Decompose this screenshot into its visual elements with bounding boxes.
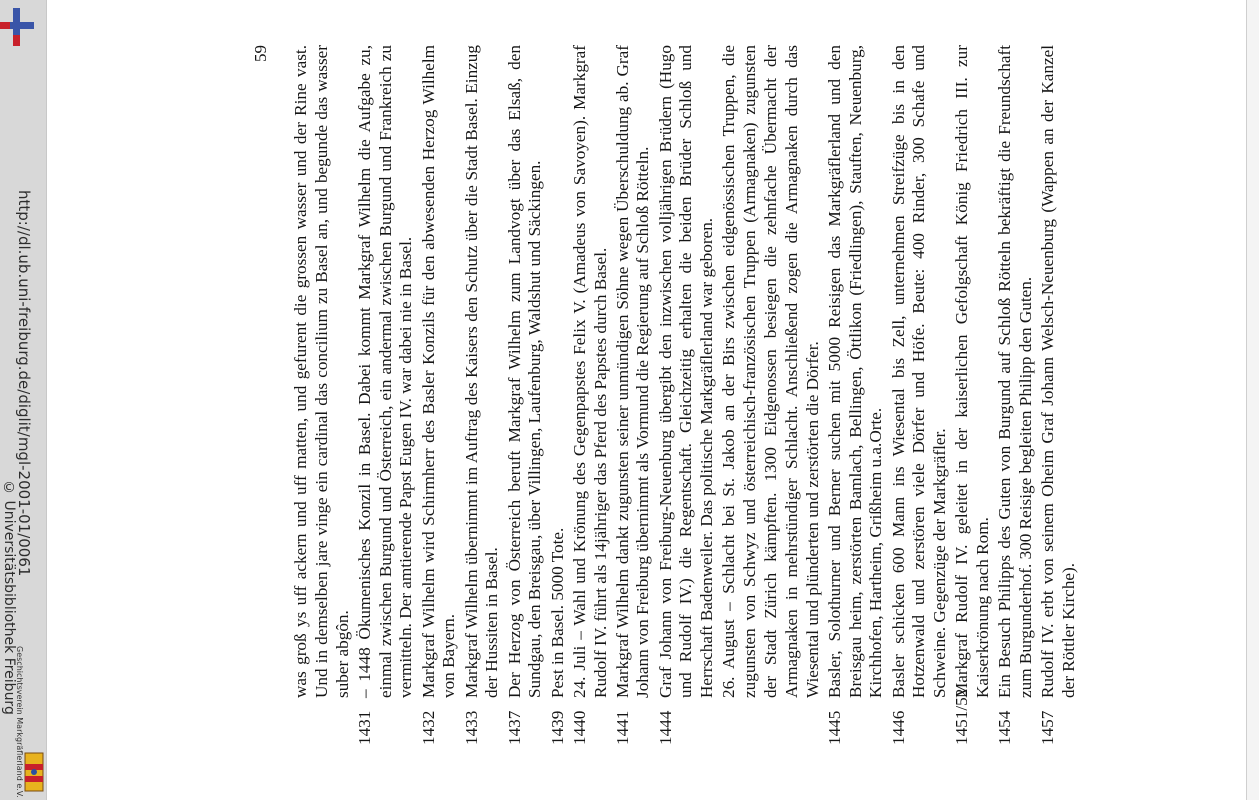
- chronology-entry: [570, 45, 612, 745]
- society-crest-icon: [24, 752, 44, 792]
- scanned-page: [46, 0, 1247, 800]
- document-url[interactable]: http://dl.ub.uni-freiburg.de/diglit/mgl-2001-01/0061: [15, 190, 33, 577]
- page-text: [251, 45, 1171, 745]
- entry-text: Markgraf Wilhelm wird Schirmherr des Basler Konzils für den abwesenden Herzog Wilhelm von Bayern.: [418, 45, 459, 698]
- entry-text: – 1448 Ökumenisches Konzil in Basel. Dabei kommt Markgraf Wilhelm die Aufgabe zu, einmal zwischen Burgund und Österreich, ein andermal zwischen Burgund und Frankreich zu vermitteln. Der amtierende Papst Eugen IV. war dabei nie in Basel.: [354, 45, 416, 698]
- entry-text: Basler, Solothurner und Berner suchen mit 5000 Reisigen das Markgräflerland und den Breisgau heim, zerstörten Bamlach, Bellingen, Öttlikon (Friedlingen), Stauften, Neuenburg, Kirchhofen, Hartheim, Grißheim u.a.Orte.: [824, 45, 886, 698]
- entry-year: 1437: [504, 710, 524, 745]
- chronology-entry: [355, 45, 417, 745]
- chronology-entry: [291, 45, 353, 745]
- entry-year: 1431: [354, 710, 374, 745]
- entry-year: 1454: [995, 710, 1015, 745]
- copyright-notice: © Universitätsbibliothek Freiburg: [1, 480, 17, 715]
- entry-text: Markgraf Rudolf IV. geleitet in der kaiserlichen Gefolgschaft König Friedrich III. zur Kaiserkrönung nach Rom.: [952, 45, 993, 698]
- chronology-entry: [952, 45, 994, 745]
- chronology-entry: [825, 45, 887, 745]
- chronology-entry: [505, 45, 547, 745]
- chronology-entry: [419, 45, 461, 745]
- entry-text: Markgraf Wilhelm dankt zugunsten seiner unmündigen Söhne wegen Überschuldung ab. Graf Johann von Freiburg übernimmt als Vormund die Regierung auf Schloß Rötteln.: [612, 45, 653, 698]
- entry-year: 1440: [569, 710, 589, 745]
- library-logo-icon: [0, 8, 34, 46]
- entry-year: 1433: [461, 710, 481, 745]
- entry-text: was groß ys uff ackern und uff matten, und gefurent die grossen wasser und der Rine vast. Und in demselben jare vinge ein cardinal das concilium zu Basel an, und begunde das wasser suber abgôn.: [291, 45, 352, 698]
- entry-year: 1432: [418, 710, 438, 745]
- entry-text: Ein Besuch Philipps des Guten von Burgund auf Schloß Rötteln bekräftigt die Freundschaft zum Burgunderhof. 300 Reisige begleiten Philipp den Guten.: [995, 45, 1036, 698]
- entry-year: 1445: [824, 710, 844, 745]
- chronology-entry: [719, 45, 823, 745]
- entry-year: 1441: [612, 710, 632, 745]
- entry-text: Graf Johann von Freiburg-Neuenburg übergibt den inzwischen volljährigen Brüdern (Hugo und Rudolf IV.) die Regentschaft. Gleichzeitig erhalten die beiden Brüder Schloß und Herrschaft Badenweiler. Das politische Markgräflerland war geboren.: [655, 45, 717, 698]
- entry-text: 26. August – Schlacht bei St. Jakob an der Birs zwischen eidgenössischen Truppen, die zugunsten von Schwyz und österreichisch-französischen Truppen (Armagnaken) zugunsten der Stadt Zürich kämpften. 1300 Eidgenossen besiegen die zehnfache Übermacht der Armagnaken in mehrstündiger Schlacht. Anschließend zogen die Armagnaken durch das Wiesental und plünderten und zerstörten die Dörfer.: [719, 45, 822, 698]
- chronology-entry: [613, 45, 655, 745]
- entry-year: 1439: [547, 710, 567, 745]
- entry-text: Rudolf IV. erbt von seinem Oheim Graf Johann Welsch-Neuenburg (Wappen an der Kanzel der Röttler Kirche).: [1038, 45, 1079, 698]
- entry-year: 1444: [655, 710, 675, 745]
- entry-text: Pest in Basel. 5000 Tote.: [547, 527, 567, 698]
- entry-year: 1457: [1038, 710, 1058, 745]
- entry-year: 1446: [888, 710, 908, 745]
- viewer-left-margin: [0, 0, 46, 800]
- entry-text: 24. Juli – Wahl und Krönung des Gegenpapstes Felix V. (Amadeus von Savoyen). Markgraf Rudolf IV. führt als 14jähriger das Pferd des Papstes durch Basel.: [569, 45, 610, 698]
- chronology-entry: [1038, 45, 1080, 745]
- chronology-entry: [995, 45, 1037, 745]
- entry-year: 1451/52: [952, 688, 972, 745]
- entry-text: Markgraf Wilhelm übernimmt im Auftrag des Kaisers den Schutz über die Stadt Basel. Einzug der Hussiten in Basel.: [461, 45, 502, 698]
- entry-text: Basler schicken 600 Mann ins Wiesental bis Zell, unternehmen Streifzüge bis in den Hotzenwald und zerstören viele Dörfer und Höfe. Beute: 400 Rinder, 300 Schafe und Schweine. Gegenzüge der Markgräfler.: [888, 45, 950, 698]
- chronology-entry: [656, 45, 718, 745]
- chronology-entry: [889, 45, 951, 745]
- viewer-right-margin: [1247, 0, 1259, 800]
- chronology-entry: [462, 45, 504, 745]
- chronology-list: [291, 45, 1081, 745]
- page-number: 59: [251, 45, 270, 62]
- society-name: Geschichtsverein Markgräflerland e.V.: [15, 646, 24, 798]
- entry-text: Der Herzog von Österreich beruft Markgraf Wilhelm zum Landvogt über das Elsaß, den Sundgau, den Breisgau, über Villingen, Laufenburg, Waldshut und Säckingen.: [504, 45, 545, 698]
- chronology-entry: [548, 45, 569, 745]
